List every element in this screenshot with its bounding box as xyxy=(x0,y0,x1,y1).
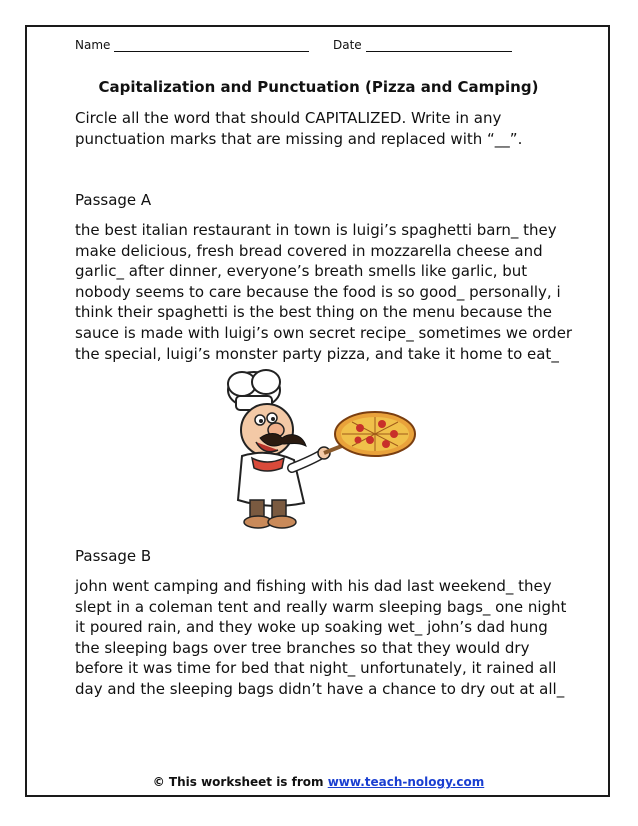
instruction-line: punctuation marks that are missing and replaced with “__”. xyxy=(75,129,523,148)
footer-link[interactable]: www.teach-nology.com xyxy=(327,775,485,789)
passage-line: make delicious, fresh bread covered in mozzarella cheese and xyxy=(75,241,543,260)
name-field[interactable] xyxy=(114,39,309,52)
passage-line: day and the sleeping bags didn’t have a chance to dry out at all_ xyxy=(75,679,565,698)
page-title: Capitalization and Punctuation (Pizza and Camping) xyxy=(98,78,539,96)
date-group xyxy=(333,38,512,52)
passage-line: the best italian restaurant in town is luigi’s spaghetti barn_ they xyxy=(75,221,557,239)
passage-line: slept in a coleman tent and really warm sleeping bags_ one night xyxy=(75,597,567,616)
instructions xyxy=(75,108,575,149)
header xyxy=(75,38,362,52)
footer xyxy=(26,775,611,789)
passage-a-text xyxy=(75,220,575,364)
name-label: Name xyxy=(75,38,111,52)
passage-line: it poured rain, and they woke up soaking wet_ john’s dad hung xyxy=(75,618,548,637)
passage-line: sauce is made with luigi’s own secret recipe_ sometimes we order xyxy=(75,323,573,342)
date-field[interactable] xyxy=(366,39,512,52)
passage-line: think their spaghetti is the best thing on the menu because the xyxy=(75,303,553,322)
passage-a-title: Passage A xyxy=(75,191,152,209)
passage-line: nobody seems to care because the food is so good_ personally, i xyxy=(75,282,561,301)
passage-line: garlic_ after dinner, everyone’s breath smells like garlic, but xyxy=(75,262,528,281)
passage-b-title: Passage B xyxy=(75,547,152,565)
instruction-line: Circle all the word that should CAPITALIZED. Write in any xyxy=(75,109,502,127)
passage-line: before it was time for bed that night_ unfortunately, it rained all xyxy=(75,659,557,678)
chef-with-pizza-icon xyxy=(212,368,422,533)
footer-text: © This worksheet is from xyxy=(152,775,328,789)
passage-line: the special, luigi’s monster party pizza, and take it home to eat_ xyxy=(75,344,559,363)
passage-line: john went camping and fishing with his dad last weekend_ they xyxy=(75,577,552,595)
date-label: Date xyxy=(333,38,362,52)
passage-b-text xyxy=(75,576,575,700)
passage-line: the sleeping bags over tree branches so that they would dry xyxy=(75,638,530,657)
